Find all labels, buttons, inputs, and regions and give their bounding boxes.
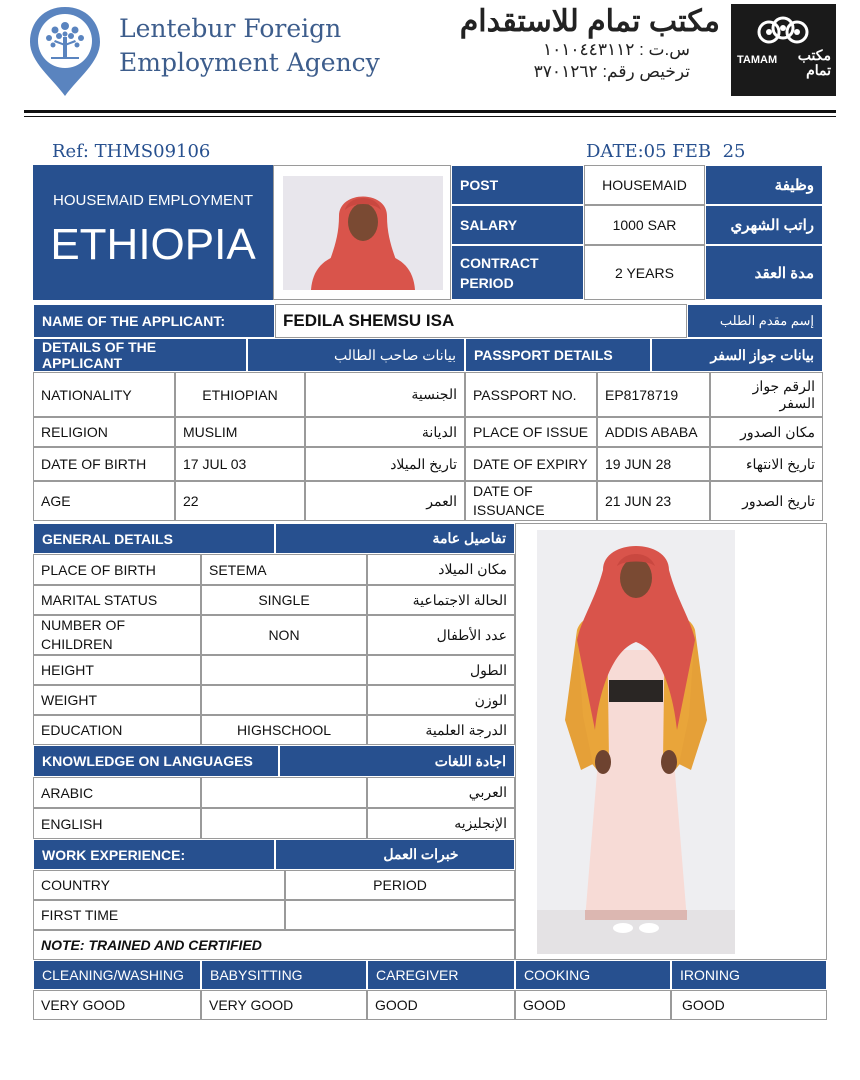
age-value: 22 — [175, 481, 305, 521]
education-value: HIGHSCHOOL — [201, 715, 367, 745]
age-label: AGE — [33, 481, 175, 521]
period-column-header: PERIOD — [285, 870, 515, 900]
english-language-label: ENGLISH — [33, 808, 201, 839]
skill-value-ironing: GOOD — [671, 990, 827, 1020]
marital-status-label: MARITAL STATUS — [33, 585, 201, 615]
place-of-birth-value: SETEMA — [201, 554, 367, 585]
arabic-agency-name: مكتب تمام للاستقدام — [459, 5, 720, 38]
tamam-logo-text: TAMAM — [737, 54, 778, 66]
header-divider-thick — [24, 110, 836, 113]
applicant-details-header: DETAILS OF THE APPLICANT — [33, 338, 247, 372]
nationality-value: ETHIOPIAN — [175, 372, 305, 417]
weight-value — [201, 685, 367, 715]
reference-number: Ref: THMS09106 — [52, 141, 211, 162]
skill-header-cooking: COOKING — [515, 960, 671, 990]
dob-value: 17 JUL 03 — [175, 447, 305, 481]
contract-value: 2 YEARS — [584, 245, 705, 300]
age-label-arabic: العمر — [305, 481, 465, 521]
religion-value: MUSLIM — [175, 417, 305, 447]
place-of-issue-value: ADDIS ABABA — [597, 417, 710, 447]
education-label: EDUCATION — [33, 715, 201, 745]
document-date: DATE:05 FEB 25 — [586, 141, 746, 162]
place-of-issue-label: PLACE OF ISSUE — [465, 417, 597, 447]
height-value — [201, 655, 367, 685]
arabic-language-label-arabic: العربي — [367, 777, 515, 808]
date-of-issuance-label-arabic: تاريخ الصدور — [710, 481, 823, 521]
work-experience-header: WORK EXPERIENCE: — [33, 839, 275, 870]
salary-label-arabic: راتب الشهري — [705, 205, 823, 245]
agency-logo — [26, 4, 104, 98]
skill-header-cleaning: CLEANING/WASHING — [33, 960, 201, 990]
portrait-photo — [283, 176, 443, 290]
languages-header: KNOWLEDGE ON LANGUAGES — [33, 745, 279, 777]
general-details-header-arabic: تفاصيل عامة — [275, 523, 515, 554]
nationality-label: NATIONALITY — [33, 372, 175, 417]
arabic-language-value — [201, 777, 367, 808]
passport-details-header-arabic: بيانات جواز السفر — [651, 338, 823, 372]
header-subtitle: HOUSEMAID EMPLOYMENT — [52, 192, 254, 209]
skill-header-caregiver: CAREGIVER — [367, 960, 515, 990]
work-experience-header-arabic: خبرات العمل — [275, 839, 515, 870]
header-divider-thin — [24, 116, 836, 117]
header-country: ETHIOPIA — [50, 220, 256, 269]
skill-value-babysitting: VERY GOOD — [201, 990, 367, 1020]
training-note: NOTE: TRAINED AND CERTIFIED — [33, 930, 515, 960]
post-value: HOUSEMAID — [584, 165, 705, 205]
first-time-period — [285, 900, 515, 930]
children-label-arabic: عدد الأطفال — [367, 615, 515, 655]
weight-label-arabic: الوزن — [367, 685, 515, 715]
children-label: NUMBER OF CHILDREN — [33, 615, 201, 655]
skill-header-babysitting: BABYSITTING — [201, 960, 367, 990]
date-of-expiry-label: DATE OF EXPIRY — [465, 447, 597, 481]
general-details-header: GENERAL DETAILS — [33, 523, 275, 554]
passport-details-header: PASSPORT DETAILS — [465, 338, 651, 372]
post-label: POST — [451, 165, 584, 205]
religion-label-arabic: الديانة — [305, 417, 465, 447]
dob-label-arabic: تاريخ الميلاد — [305, 447, 465, 481]
contract-label-arabic: مدة العقد — [705, 245, 823, 300]
marital-status-value: SINGLE — [201, 585, 367, 615]
date-of-issuance-label: DATE OF ISSUANCE — [465, 481, 597, 521]
applicant-name-label: NAME OF THE APPLICANT: — [33, 304, 275, 338]
skill-value-cleaning: VERY GOOD — [33, 990, 201, 1020]
tamam-logo — [731, 4, 836, 96]
license-number: ترخيص رقم: ٣٧٠١٢٦٢ — [533, 62, 690, 81]
agency-name-line1: Lentebur Foreign — [119, 14, 342, 43]
religion-label: RELIGION — [33, 417, 175, 447]
date-of-expiry-label-arabic: تاريخ الانتهاء — [710, 447, 823, 481]
full-body-photo — [537, 530, 735, 954]
education-label-arabic: الدرجة العلمية — [367, 715, 515, 745]
marital-status-label-arabic: الحالة الاجتماعية — [367, 585, 515, 615]
passport-no-value: EP8178719 — [597, 372, 710, 417]
date-of-expiry-value: 19 JUN 28 — [597, 447, 710, 481]
applicant-name-value: FEDILA SHEMSU ISA — [275, 304, 687, 338]
passport-no-label: PASSPORT NO. — [465, 372, 597, 417]
height-label: HEIGHT — [33, 655, 201, 685]
skill-value-cooking: GOOD — [515, 990, 671, 1020]
english-language-value — [201, 808, 367, 839]
place-of-birth-label-arabic: مكان الميلاد — [367, 554, 515, 585]
applicant-details-header-arabic: بيانات صاحب الطالب — [247, 338, 465, 372]
first-time-entry: FIRST TIME — [33, 900, 285, 930]
arabic-language-label: ARABIC — [33, 777, 201, 808]
passport-no-label-arabic: الرقم جواز السفر — [710, 372, 823, 417]
commercial-registration: س.ت : ١٠١٠٤٤٣١١٢ — [543, 40, 690, 59]
height-label-arabic: الطول — [367, 655, 515, 685]
salary-value: 1000 SAR — [584, 205, 705, 245]
post-label-arabic: وظيفة — [705, 165, 823, 205]
skill-header-ironing: IRONING — [671, 960, 827, 990]
dob-label: DATE OF BIRTH — [33, 447, 175, 481]
nationality-label-arabic: الجنسية — [305, 372, 465, 417]
place-of-birth-label: PLACE OF BIRTH — [33, 554, 201, 585]
contract-label: CONTRACT PERIOD — [451, 245, 584, 300]
children-value: NON — [201, 615, 367, 655]
english-language-label-arabic: الإنجليزيه — [367, 808, 515, 839]
agency-name-line2: Employment Agency — [119, 48, 380, 77]
place-of-issue-label-arabic: مكان الصدور — [710, 417, 823, 447]
country-column-header: COUNTRY — [33, 870, 285, 900]
date-of-issuance-value: 21 JUN 23 — [597, 481, 710, 521]
languages-header-arabic: اجادة اللغات — [279, 745, 515, 777]
salary-label: SALARY — [451, 205, 584, 245]
skill-value-caregiver: GOOD — [367, 990, 515, 1020]
applicant-name-label-arabic: إسم مقدم الطلب — [687, 304, 823, 338]
tamam-logo-arabic: مكتب تمام — [797, 47, 831, 78]
weight-label: WEIGHT — [33, 685, 201, 715]
